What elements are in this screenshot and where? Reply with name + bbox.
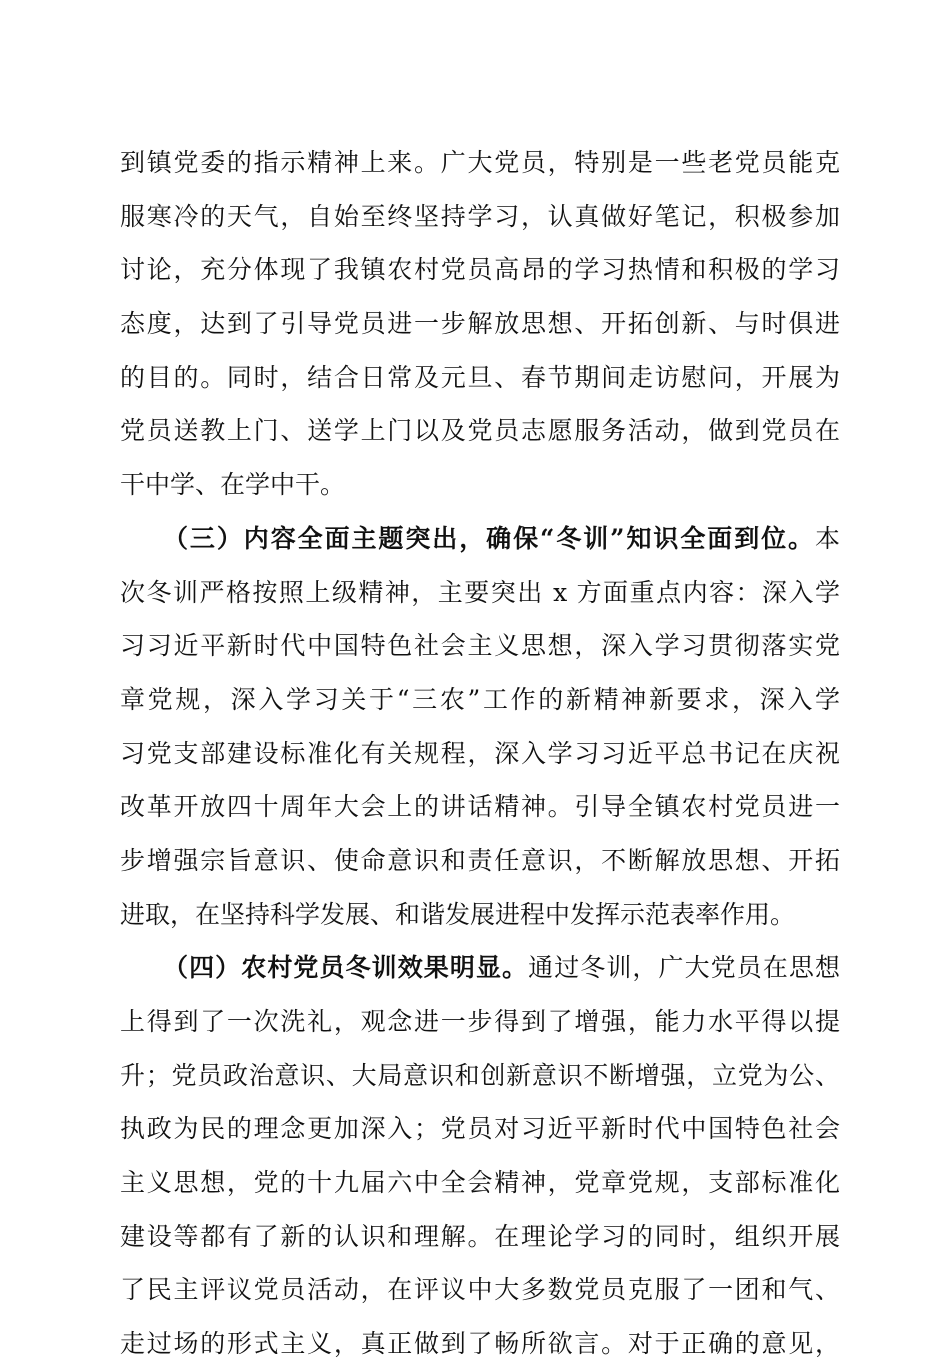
section-3-heading: （三）内容全面主题突出，确保“冬训”知识全面到位。 [163, 523, 815, 553]
text-line: 步增强宗旨意识、使命意识和责任意识，不断解放思想、开拓 [120, 845, 840, 875]
text-line: 进取，在坚持科学发展、和谐发展进程中发挥示范表率作用。 [120, 899, 796, 929]
paragraph-section-4 [120, 941, 840, 1371]
section-4-heading: （四）农村党员冬训效果明显。 [163, 953, 529, 983]
text-line: 干中学、在学中干。 [120, 470, 346, 500]
text-line: 习习近平新时代中国特色社会主义思想，深入学习贯彻落实党 [120, 631, 840, 661]
text-line: 升；党员政治意识、大局意识和创新意识不断增强，立党为公、 [120, 1060, 840, 1090]
document-body [120, 136, 840, 1371]
text-line: 的目的。同时，结合日常及元旦、春节期间走访慰问，开展为 [120, 362, 840, 392]
paragraph-section-3 [120, 512, 840, 942]
text-line: 章党规，深入学习关于“三农”工作的新精神新要求，深入学 [120, 684, 840, 714]
text-line: 讨论，充分体现了我镇农村党员高昂的学习热情和积极的学习 [120, 255, 840, 285]
text-line: 服寒冷的天气，自始至终坚持学习，认真做好笔记，积极参加 [120, 201, 840, 231]
text-line: 到镇党委的指示精神上来。广大党员，特别是一些老党员能克 [120, 148, 840, 177]
text-line: 习党支部建设标准化有关规程，深入学习习近平总书记在庆祝 [120, 738, 840, 768]
text-line: 上得到了一次洗礼，观念进一步得到了增强，能力水平得以提 [120, 1007, 840, 1036]
text-line: 了民主评议党员活动，在评议中大多数党员克服了一团和气、 [120, 1275, 840, 1305]
text-line: 建设等都有了新的认识和理解。在理论学习的同时，组织开展 [120, 1221, 840, 1251]
text-line: 次冬训严格按照上级精神，主要突出 x 方面重点内容：深入学 [120, 577, 840, 607]
text-line: 走过场的形式主义，真正做到了畅所欲言。对于正确的意见， [120, 1329, 840, 1359]
paragraph-continued [120, 136, 840, 512]
section-3-first-line [120, 512, 840, 566]
text-line: 改革开放四十周年大会上的讲话精神。引导全镇农村党员进一 [120, 792, 840, 822]
text-line: 态度，达到了引导党员进一步解放思想、开拓创新、与时俱进 [120, 309, 840, 339]
text-line: 主义思想，党的十九届六中全会精神，党章党规，支部标准化 [120, 1168, 840, 1198]
section-4-first-line-rest: 通过冬训，广大党员在思想 [528, 953, 840, 983]
text-line: 党员送教上门、送学上门以及党员志愿服务活动，做到党员在 [120, 416, 840, 446]
section-4-first-line [120, 941, 840, 995]
text-line: 执政为民的理念更加深入；党员对习近平新时代中国特色社会 [120, 1114, 840, 1144]
section-3-first-line-rest: 本 [814, 523, 840, 553]
